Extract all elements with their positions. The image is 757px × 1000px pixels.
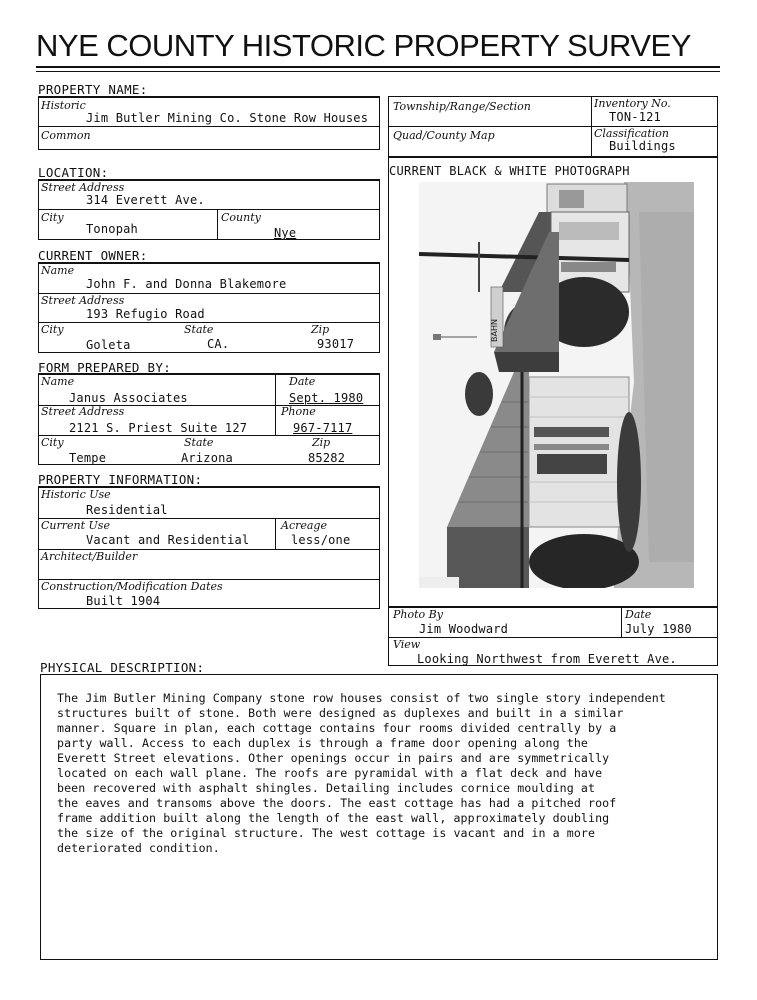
acreage-label: Acreage [281, 519, 327, 532]
photo-by-label: Photo By [393, 608, 443, 621]
description-line: been recovered with asphalt shingles. Detailing includes cornice moulding at [57, 781, 596, 795]
preparer-state-label: State [184, 436, 214, 449]
preparer-zip-value: 85282 [308, 451, 346, 465]
section-current-owner: CURRENT OWNER: [38, 248, 148, 263]
physical-description-box [40, 674, 718, 960]
description-line: Everett Street elevations. Other openings occur in pairs and are symmetrically [57, 751, 610, 765]
owner-zip-value: 93017 [317, 337, 355, 351]
building-photograph [419, 182, 694, 588]
physical-description-text [57, 691, 666, 856]
section-physical-description: PHYSICAL DESCRIPTION: [40, 660, 205, 675]
construction-dates-value: Built 1904 [86, 594, 161, 608]
section-location: LOCATION: [38, 165, 109, 180]
inventory-no-label: Inventory No. [594, 97, 671, 110]
view-value: Looking Northwest from Everett Ave. [417, 652, 677, 666]
description-line: deteriorated condition. [57, 841, 220, 855]
current-use-label: Current Use [41, 519, 110, 532]
preparer-street-value: 2121 S. Priest Suite 127 [69, 421, 248, 435]
title-rule-thin [36, 71, 720, 72]
township-label: Township/Range/Section [393, 100, 531, 113]
section-property-name: PROPERTY NAME: [38, 82, 148, 97]
prepared-date-label: Date [289, 375, 316, 388]
street-address-label: Street Address [41, 181, 125, 194]
preparer-name-label: Name [41, 375, 75, 388]
owner-name-label: Name [41, 264, 75, 277]
common-name-label: Common [41, 129, 91, 142]
city-value: Tonopah [86, 222, 138, 236]
description-line: frame addition built along the length of the east wall, approximately doubling [57, 811, 610, 825]
owner-street-value: 193 Refugio Road [86, 307, 205, 321]
historic-use-value: Residential [86, 503, 168, 517]
preparer-zip-label: Zip [312, 436, 331, 449]
preparer-state-value: Arizona [181, 451, 233, 465]
owner-city-value: Goleta [86, 338, 131, 352]
preparer-city-label: City [41, 436, 64, 449]
photo-date-label: Date [625, 608, 652, 621]
section-property-information: PROPERTY INFORMATION: [38, 472, 203, 487]
description-line: The Jim Butler Mining Company stone row houses consist of two single story independent [57, 691, 666, 705]
owner-name-value: John F. and Donna Blakemore [86, 277, 287, 291]
construction-dates-label: Construction/Modification Dates [41, 580, 223, 593]
divider [621, 607, 622, 637]
owner-state-label: State [184, 323, 214, 336]
preparer-name-value: Janus Associates [69, 391, 188, 405]
historic-use-label: Historic Use [41, 488, 111, 501]
phone-value: 967-7117 [293, 421, 353, 435]
street-address-value: 314 Everett Ave. [86, 193, 205, 207]
view-label: View [393, 638, 421, 651]
county-label: County [221, 211, 261, 224]
phone-label: Phone [281, 405, 316, 418]
architect-builder-label: Architect/Builder [41, 550, 138, 563]
classification-value: Buildings [609, 139, 676, 153]
owner-zip-label: Zip [311, 323, 330, 336]
divider [39, 126, 379, 127]
owner-street-label: Street Address [41, 294, 125, 307]
description-line: the size of the original structure. The west cottage is vacant and in a more [57, 826, 596, 840]
prepared-box [38, 374, 380, 465]
title-rule [36, 66, 720, 68]
city-label: City [41, 211, 64, 224]
historic-name-label: Historic [41, 99, 86, 112]
prepared-date-value: Sept. 1980 [289, 391, 364, 405]
photo-sign-text: BAHN [490, 319, 499, 342]
property-name-box [38, 97, 380, 150]
divider [389, 637, 717, 638]
acreage-value: less/one [291, 533, 351, 547]
quad-map-label: Quad/County Map [393, 129, 495, 142]
preparer-street-label: Street Address [41, 405, 125, 418]
owner-box [38, 263, 380, 353]
section-form-prepared: FORM PREPARED BY: [38, 360, 172, 375]
photo-by-value: Jim Woodward [419, 622, 509, 636]
page-title: NYE COUNTY HISTORIC PROPERTY SURVEY [36, 28, 691, 63]
township-inventory-box [388, 96, 718, 157]
photo-frame [388, 157, 718, 608]
photo-credit-box [388, 606, 718, 666]
photo-date-value: July 1980 [625, 622, 692, 636]
classification-label: Classification [594, 127, 670, 140]
county-value: Nye [274, 226, 297, 240]
owner-city-label: City [41, 323, 64, 336]
description-line: manner. Square in plan, each cottage contains four rooms divided centrally by a [57, 721, 617, 735]
divider [275, 518, 276, 549]
location-box [38, 180, 380, 240]
preparer-city-value: Tempe [69, 451, 107, 465]
property-info-box [38, 487, 380, 609]
photo-section-label: CURRENT BLACK & WHITE PHOTOGRAPH [389, 164, 630, 178]
description-line: located on each wall plane. The roofs are pyramidal with a flat deck and have [57, 766, 603, 780]
inventory-no-value: TON-121 [609, 110, 661, 124]
description-line: the eaves and transoms above the doors. The east cottage has had a pitched roof [57, 796, 617, 810]
description-line: structures built of stone. Both were designed as duplexes and built in a similar [57, 706, 624, 720]
description-line: party wall. Access to each duplex is through a frame door opening along the [57, 736, 589, 750]
current-use-value: Vacant and Residential [86, 533, 250, 547]
divider [217, 209, 218, 239]
owner-state-value: CA. [207, 337, 230, 351]
divider [39, 209, 379, 210]
historic-name-value: Jim Butler Mining Co. Stone Row Houses [86, 111, 369, 125]
